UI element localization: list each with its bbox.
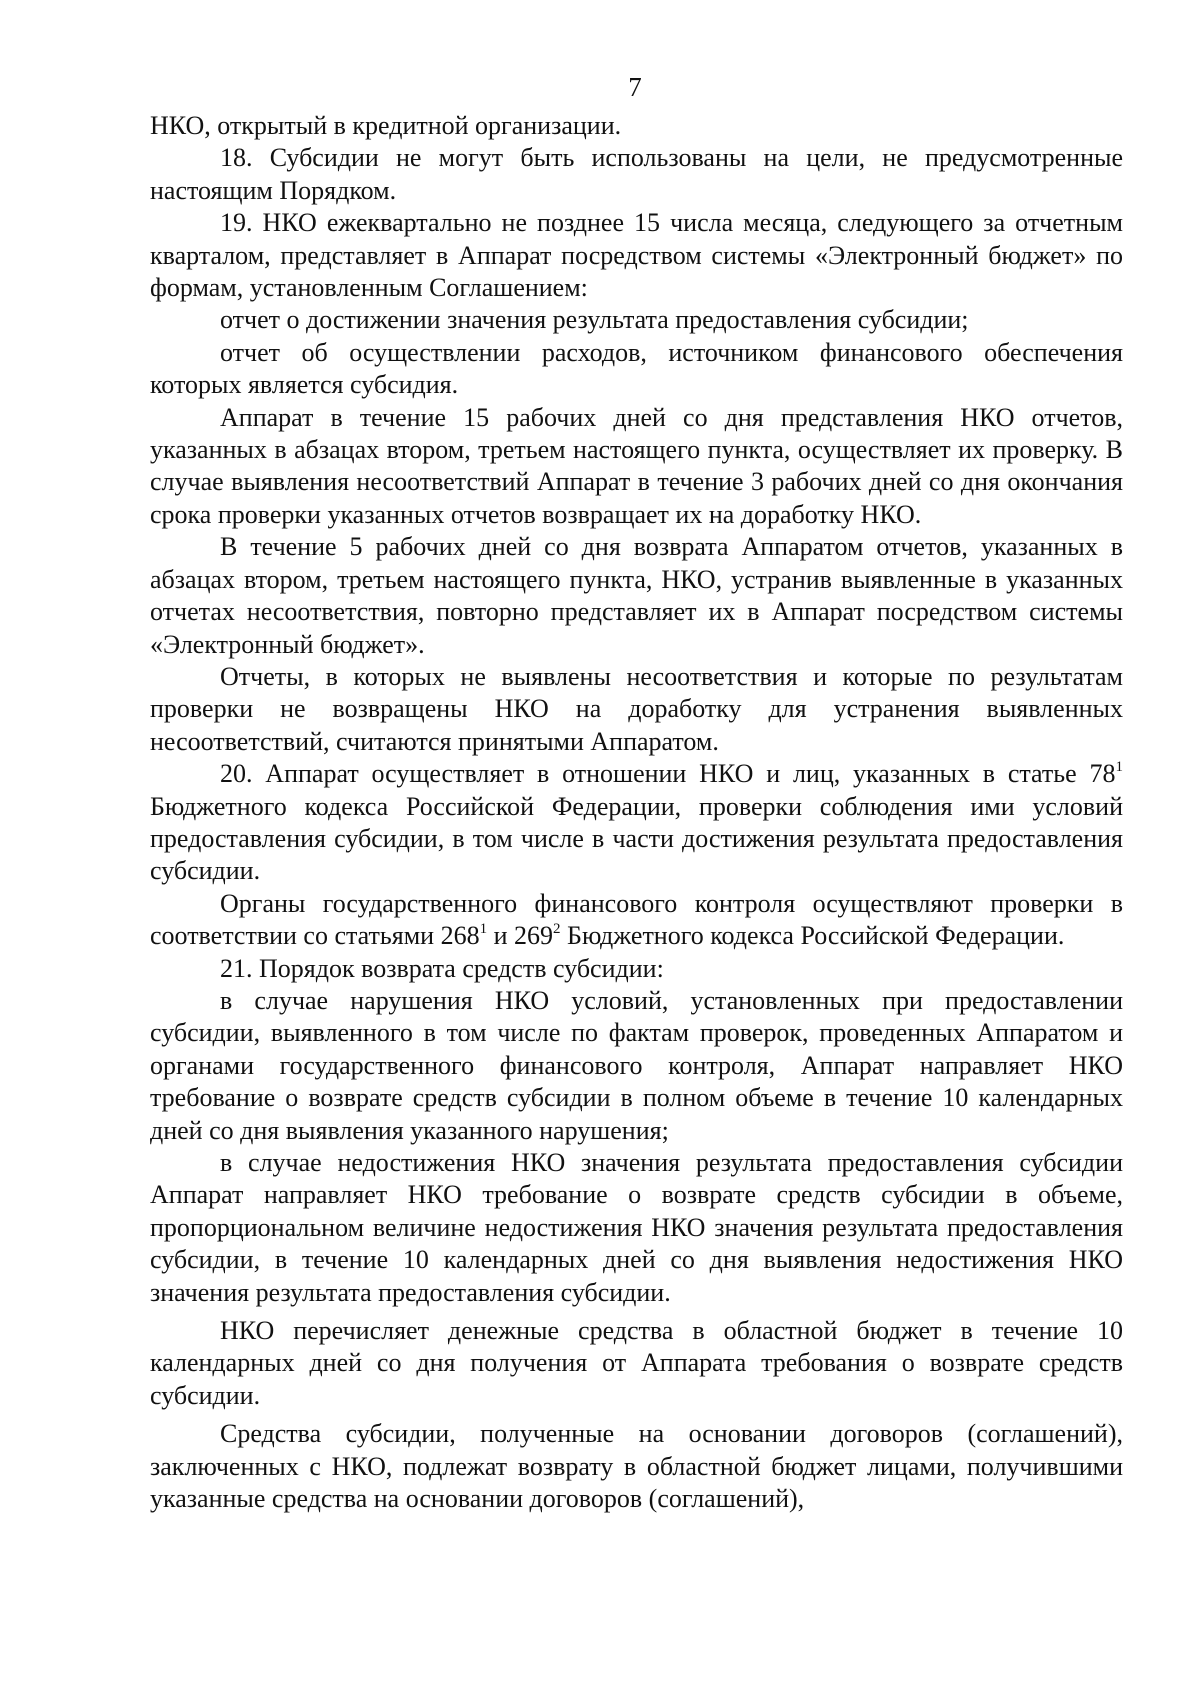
paragraph-report-expenses: отчет об осуществлении расходов, источником финансового обеспечения которых является субсидия.: [150, 337, 1123, 400]
paragraph-report-result: отчет о достижении значения результата предоставления субсидии;: [220, 305, 969, 335]
paragraph-item-20-text-b: Бюджетного кодекса Российской Федерации, проверки соблюдения ими условий предоставления субсидии, в том числе в части достижения результата предоставления субсидии.: [150, 791, 1123, 886]
paragraph-financial-control-text-a: Органы государственного финансового контроля осуществляют проверки в соответствии со статьями 268: [150, 888, 1123, 951]
paragraph-continuation: НКО, открытый в кредитной организации.: [150, 111, 622, 140]
paragraph-third-party-return: Средства субсидии, полученные на основании договоров (соглашений), заключенных с НКО, подлежат возврату в областной бюджет лицами, получившими указанные средства на основании договоров (соглашений),: [150, 1419, 1123, 1514]
paragraph-nonachievement-return: в случае недостижения НКО значения результата предоставления субсидии Аппарат направляет НКО требование о возврате средств субсидии в объеме, пропорциональном величине недостижения НКО значения результата предоставления субсидии, в течение 10 календарных дней со дня выявления недостижения НКО значения результата предоставления субсидии.: [150, 1148, 1123, 1307]
superscript: 1: [479, 921, 488, 938]
document-body: [150, 110, 1123, 1515]
paragraph-item-20: [150, 758, 1123, 888]
paragraph-financial-control-text-b: и 269: [487, 921, 554, 951]
paragraph-item-21: 21. Порядок возврата средств субсидии:: [220, 953, 664, 983]
page-number: 7: [628, 72, 642, 102]
superscript: 1: [1115, 759, 1123, 776]
paragraph-report-accepted: Отчеты, в которых не выявлены несоответствия и которые по результатам проверки не возвращены НКО на доработку для устранения выявленных несоответствий, считаются принятыми Аппаратом.: [150, 661, 1123, 756]
paragraph-violation-return: в случае нарушения НКО условий, установленных при предоставлении субсидии, выявленного в том числе по фактам проверок, проведенных Аппаратом и органами государственного финансового контроля, Аппарат направляет НКО требование о возврате средств субсидии в полном объеме в течение 10 календарных дней со дня выявления указанного нарушения;: [150, 985, 1123, 1145]
paragraph-item-20-text-a: 20. Аппарат осуществляет в отношении НКО и лиц, указанных в статье 78: [220, 759, 1116, 789]
paragraph-report-resubmit: В течение 5 рабочих дней со дня возврата Аппаратом отчетов, указанных в абзацах втором, третьем настоящего пункта, НКО, устранив выявленные в указанных отчетах несоответствия, повторно представляет их в Аппарат посредством системы «Электронный бюджет».: [150, 532, 1123, 659]
paragraph-financial-control: [150, 888, 1123, 953]
paragraph-report-check: Аппарат в течение 15 рабочих дней со дня представления НКО отчетов, указанных в абзацах втором, третьем настоящего пункта, осуществляет их проверку. В случае выявления несоответствий Аппарат в течение 3 рабочих дней со дня окончания срока проверки указанных отчетов возвращает их на доработку НКО.: [150, 402, 1123, 529]
superscript: 2: [553, 921, 561, 938]
paragraph-transfer-funds: НКО перечисляет денежные средства в областной бюджет в течение 10 календарных дней со дня получения от Аппарата требования о возврате средств субсидии.: [150, 1316, 1123, 1410]
paragraph-financial-control-text-c: Бюджетного кодекса Российской Федерации.: [560, 921, 1065, 951]
paragraph-item-18: 18. Субсидии не могут быть использованы на цели, не предусмотренные настоящим Порядком.: [150, 143, 1123, 205]
paragraph-item-19: 19. НКО ежеквартально не позднее 15 числа месяца, следующего за отчетным кварталом, представляет в Аппарат посредством системы «Электронный бюджет» по формам, установленным Соглашением:: [150, 208, 1123, 303]
